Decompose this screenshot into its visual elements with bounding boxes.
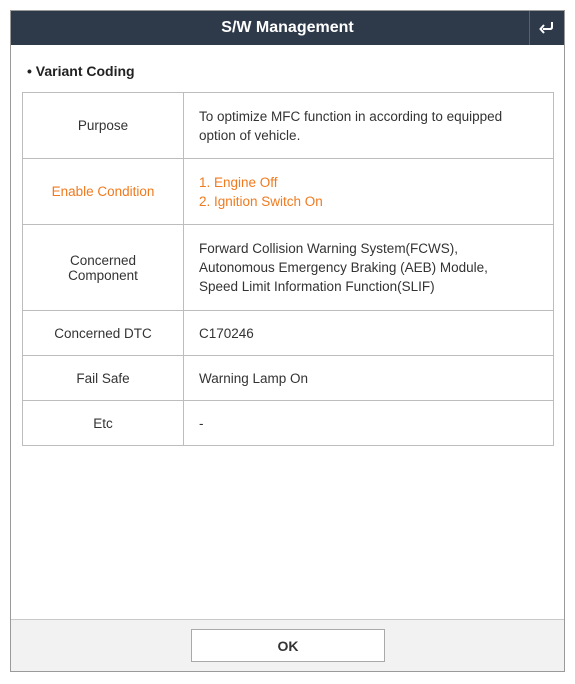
row-label: Fail Safe [23, 356, 184, 401]
row-label: Etc [23, 401, 184, 446]
label-line: Concerned [69, 252, 137, 268]
value-line: - [199, 415, 204, 431]
value-line: Autonomous Emergency Braking (AEB) Module, [199, 260, 488, 275]
label-line: Component [68, 267, 138, 283]
back-button[interactable] [529, 11, 564, 45]
table-row-enable-condition [23, 159, 554, 225]
value-line: 1. Engine Off [199, 174, 278, 190]
value-line: 2. Ignition Switch On [199, 193, 323, 209]
table-row-purpose [23, 93, 554, 159]
row-value [184, 225, 554, 311]
table-row-fail-safe [23, 356, 554, 401]
section-title: • Variant Coding [27, 63, 135, 79]
title-bar [11, 11, 564, 45]
return-arrow-icon [539, 21, 555, 35]
row-value [184, 159, 554, 225]
row-value [184, 401, 554, 446]
value-line: C170246 [199, 325, 254, 341]
value-line: Forward Collision Warning System(FCWS), [199, 241, 459, 256]
ok-button[interactable]: OK [191, 629, 385, 662]
row-label: Concerned DTC [23, 311, 184, 356]
table-row-concerned-dtc [23, 311, 554, 356]
value-line: option of vehicle. [199, 127, 301, 143]
row-label [23, 225, 184, 311]
table-row-concerned-component [23, 225, 554, 311]
row-value [184, 311, 554, 356]
sw-management-dialog [10, 10, 565, 672]
dialog-footer [11, 619, 564, 671]
value-line: To optimize MFC function in according to equipped [199, 108, 503, 124]
row-label: Purpose [23, 93, 184, 159]
row-value [184, 93, 554, 159]
value-line: Warning Lamp On [199, 370, 309, 386]
row-label: Enable Condition [23, 159, 184, 225]
row-value [184, 356, 554, 401]
table-row-etc [23, 401, 554, 446]
dialog-title: S/W Management [221, 19, 354, 36]
spec-table [22, 92, 554, 446]
value-line: Speed Limit Information Function(SLIF) [199, 279, 435, 294]
